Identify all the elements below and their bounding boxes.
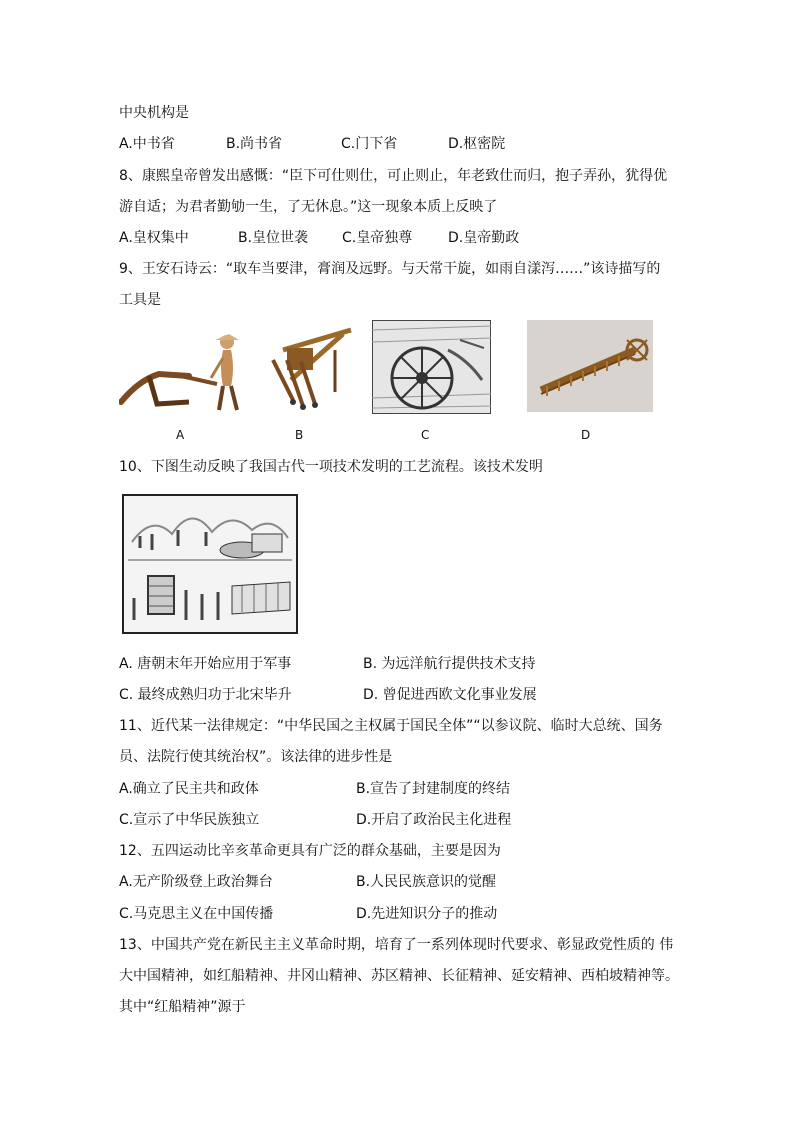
q9-stem-line2: 工具是 [119, 292, 161, 308]
q9-stem-line1: 9、王安石诗云：“取车当要津，膏润及远野。与天常干旋，如雨自漾泻……”该诗描写的 [119, 261, 661, 277]
q7-option-b: B.尚书省 [226, 136, 283, 152]
q10-stem-line1: 10、下图生动反映了我国古代一项技术发明的工艺流程。该技术发明 [119, 459, 543, 475]
q11-option-b: B.宣告了封建制度的终结 [356, 781, 511, 797]
q13-stem-line2: 大中国精神，如红船精神、井冈山精神、苏区精神、长征精神、延安精神、西柏坡精神等。 [119, 968, 679, 984]
q7-option-a: A.中书省 [119, 136, 175, 152]
q11-option-a: A.确立了民主共和政体 [119, 781, 259, 797]
q12-stem-line1: 12、五四运动比辛亥革命更具有广泛的群众基础，主要是因为 [119, 843, 501, 859]
q10-option-c: C. 最终成熟归功于北宋毕升 [119, 687, 292, 703]
figure-caption-c: C [421, 428, 430, 442]
q13-stem-line3: 其中“红船精神”源于 [119, 999, 246, 1015]
seed-drill-illustration [263, 320, 355, 412]
q11-option-d: D.开启了政治民主化进程 [356, 812, 512, 828]
q12-option-c: C.马克思主义在中国传播 [119, 906, 274, 922]
figure-caption-d: D [581, 428, 591, 442]
figure-caption-a: A [176, 428, 185, 442]
figure-caption-b: B [295, 428, 304, 442]
q11-stem-line2: 员、法院行使其统治权”。该法律的进步性是 [119, 749, 393, 765]
q8-option-b: B.皇位世袭 [238, 230, 309, 246]
q10-option-a: A. 唐朝末年开始应用于军事 [119, 656, 292, 672]
plough-illustration [119, 332, 243, 414]
q7-option-c: C.门下省 [341, 136, 398, 152]
q8-option-d: D.皇帝勤政 [448, 230, 520, 246]
q11-option-c: C.宣示了中华民族独立 [119, 812, 260, 828]
q11-stem-line1: 11、近代某一法律规定：“中华民国之主权属于国民全体”“以参议院、临时大总统、国务 [119, 718, 663, 734]
q7-tail-text: 中央机构是 [119, 105, 189, 121]
q7-option-d: D.枢密院 [448, 136, 506, 152]
q10-option-d: D. 曾促进西欧文化事业发展 [363, 687, 537, 703]
papermaking-process-woodcut [122, 494, 298, 634]
q10-option-b: B. 为远洋航行提供技术支持 [363, 656, 536, 672]
q8-option-a: A.皇权集中 [119, 230, 189, 246]
q8-stem-line2: 游自适；为君者勤劬一生，了无休息。”这一现象本质上反映了 [119, 199, 498, 215]
q12-option-d: D.先进知识分子的推动 [356, 906, 498, 922]
q8-stem-line1: 8、康熙皇帝曾发出感慨：“臣下可仕则仕，可止则止，年老致仕而归，抱子弄孙，犹得优 [119, 168, 668, 184]
q13-stem-line1: 13、中国共产党在新民主主义革命时期，培育了一系列体现时代要求、彰显政党性质的 伟 [119, 937, 674, 953]
chain-pump-model-photo [527, 320, 653, 412]
q12-option-a: A.无产阶级登上政治舞台 [119, 874, 273, 890]
water-wheel-woodcut [372, 320, 491, 414]
q8-option-c: C.皇帝独尊 [342, 230, 413, 246]
q12-option-b: B.人民民族意识的觉醒 [356, 874, 497, 890]
